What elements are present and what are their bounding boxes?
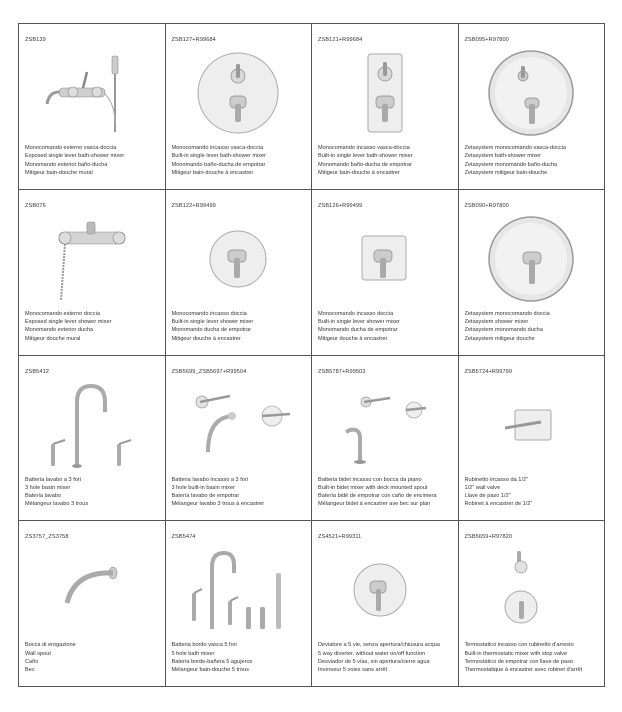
product-description: Deviatore a 5 vie, senza apertura/chiusura acqua 5 way diverter, without water on/off function Desviador de 5 vías, sin apertura/cierre agua Inverseur 5 voies sans arrêt [318, 642, 440, 674]
five-way-diverter-icon [318, 543, 452, 637]
product-description: Zetasystem monocomando doccia Zetasystem shower mixer Zetasystem monomando ducha Zetasystem mitigeur douche [464, 310, 550, 342]
product-code: ZSB090+R97800 [464, 202, 509, 209]
product-description: Monocomando esterno vasca-doccia Exposed single lever bath-shower mixer Monomando exterior baño-ducha Mitigeur bain-douche mural [25, 145, 125, 176]
product-code: ZSB5699_ZSB5697+R99504 [171, 368, 247, 375]
zetasystem-shower-mixer-icon [465, 212, 599, 306]
product-description: Monocomando incasso vasca-doccia Built-in single lever bath-shower mixer Monomando baño-ducha de empotrar Mitigeur bain-douche à encastrer [171, 145, 267, 176]
five-hole-bath-mixer-icon [172, 543, 306, 637]
product-description: Monocomando incasso vasca-doccia Built-in single lever bath-shower mixer Monomando baño-ducha de empotrar Mitigeur bain-douche à encastrer [318, 145, 413, 176]
product-code: ZSB5724+R99799 [464, 368, 513, 375]
product-code: ZSB5474 [171, 534, 196, 541]
product-card[interactable] [459, 521, 606, 687]
built-in-round-mixer-icon [172, 46, 306, 140]
product-description: Rubinetto incasso da 1/2" 1/2" wall valve Llave de paso 1/2" Robinet à encastrer de 1/2" [464, 476, 533, 508]
built-in-bidet-mixer-icon [318, 378, 452, 472]
product-card[interactable] [19, 356, 166, 522]
product-card[interactable] [312, 521, 459, 687]
product-code: ZSB5412 [25, 368, 50, 375]
built-in-round-shower-mixer-icon [172, 212, 306, 306]
product-code: ZSB122+R99499 [171, 202, 216, 209]
product-code: ZSB076 [25, 202, 46, 209]
product-card[interactable] [312, 190, 459, 356]
built-in-square-shower-mixer-icon [318, 212, 452, 306]
product-description: Bocca di erogazione Wall spout Caño Bec [25, 642, 76, 674]
wall-spout-icon [25, 543, 159, 637]
product-card[interactable] [19, 521, 166, 687]
exposed-shower-mixer-icon [25, 212, 159, 306]
product-card[interactable] [459, 24, 606, 190]
product-description: Monocomando incasso doccia Built-in single lever shower mixer Monomando ducha de empotrar Mitigeur douche à encastrer [318, 310, 400, 342]
product-card[interactable] [19, 24, 166, 190]
product-code: ZSB126+R99499 [318, 202, 363, 209]
product-code: ZSB139 [25, 37, 46, 43]
product-grid [18, 23, 605, 687]
product-code: ZS4521+R99311 [318, 534, 362, 541]
zetasystem-bath-mixer-icon [465, 46, 599, 140]
product-description: Batteria lavabo a 3 fori 3 hole basin mixer Batería lavabo Mélangeur lavabo 3 trous [25, 476, 89, 508]
product-description: Monocomando incasso doccia Built-in single lever shower mixer Monomando ducha de empotrar Mitigeur douche à encastrer [171, 310, 254, 342]
product-card[interactable] [166, 356, 313, 522]
product-card[interactable] [166, 521, 313, 687]
product-code: ZSB095+R97800 [464, 37, 509, 43]
product-card[interactable] [312, 24, 459, 190]
product-description: Batteria bidet incasso con bocca da piano Built-in bidet mixer with deck mounted spout Batería bidé de empotrar con caño de encimera Mélangeur bidet à encastrer ave bec sur plan [318, 476, 437, 508]
product-card[interactable] [166, 190, 313, 356]
exposed-bath-shower-mixer-icon [25, 46, 159, 140]
product-description: Batteria bordo vasca 5 fori 5 hole bath mixer Batería borde-bañera 5 agujeros Mélangeur bain-douche 5 trous [171, 642, 253, 674]
product-card[interactable] [19, 190, 166, 356]
product-card[interactable] [459, 356, 606, 522]
product-description: Monocomando esterno doccia Exposed single lever shower mixer Monomando exterior ducha Mitigeur douche mural [25, 310, 112, 342]
product-code: ZSB5787+R99503 [318, 368, 366, 375]
product-code: ZSB5659+R97820 [464, 534, 513, 541]
product-description: Batteria lavabo incasso a 3 fori 3 hole built-in basin mixer Batería lavabo de empotrar Mélangeur lavabo 3 trous à encastrer [171, 476, 265, 508]
product-code: ZSB121+R99684 [318, 37, 363, 43]
product-card[interactable] [166, 24, 313, 190]
three-hole-basin-mixer-icon [25, 378, 159, 472]
wall-valve-icon [465, 378, 599, 472]
thermostatic-mixer-icon [465, 543, 599, 637]
product-card[interactable] [312, 356, 459, 522]
product-description: Zetasystem monocomando vasca-doccia Zetasystem bath-shower mixer Zetasystem monomando baño-ducha Zetasystem mitigeur bain-douche [464, 145, 567, 176]
product-card[interactable] [459, 190, 606, 356]
product-description: Termostatico incasso con rubinetto d'arresto Built-in thermostatic mixer with stop valve Termostático de empotrar con llave de paso Thermostatique à encastrer avec robinet d'arrêt [464, 642, 583, 674]
built-in-basin-mixer-icon [172, 378, 306, 472]
product-code: ZSB127+R99684 [171, 37, 216, 43]
built-in-square-mixer-icon [318, 46, 452, 140]
product-code: ZS3757_ZS3758 [25, 534, 69, 541]
